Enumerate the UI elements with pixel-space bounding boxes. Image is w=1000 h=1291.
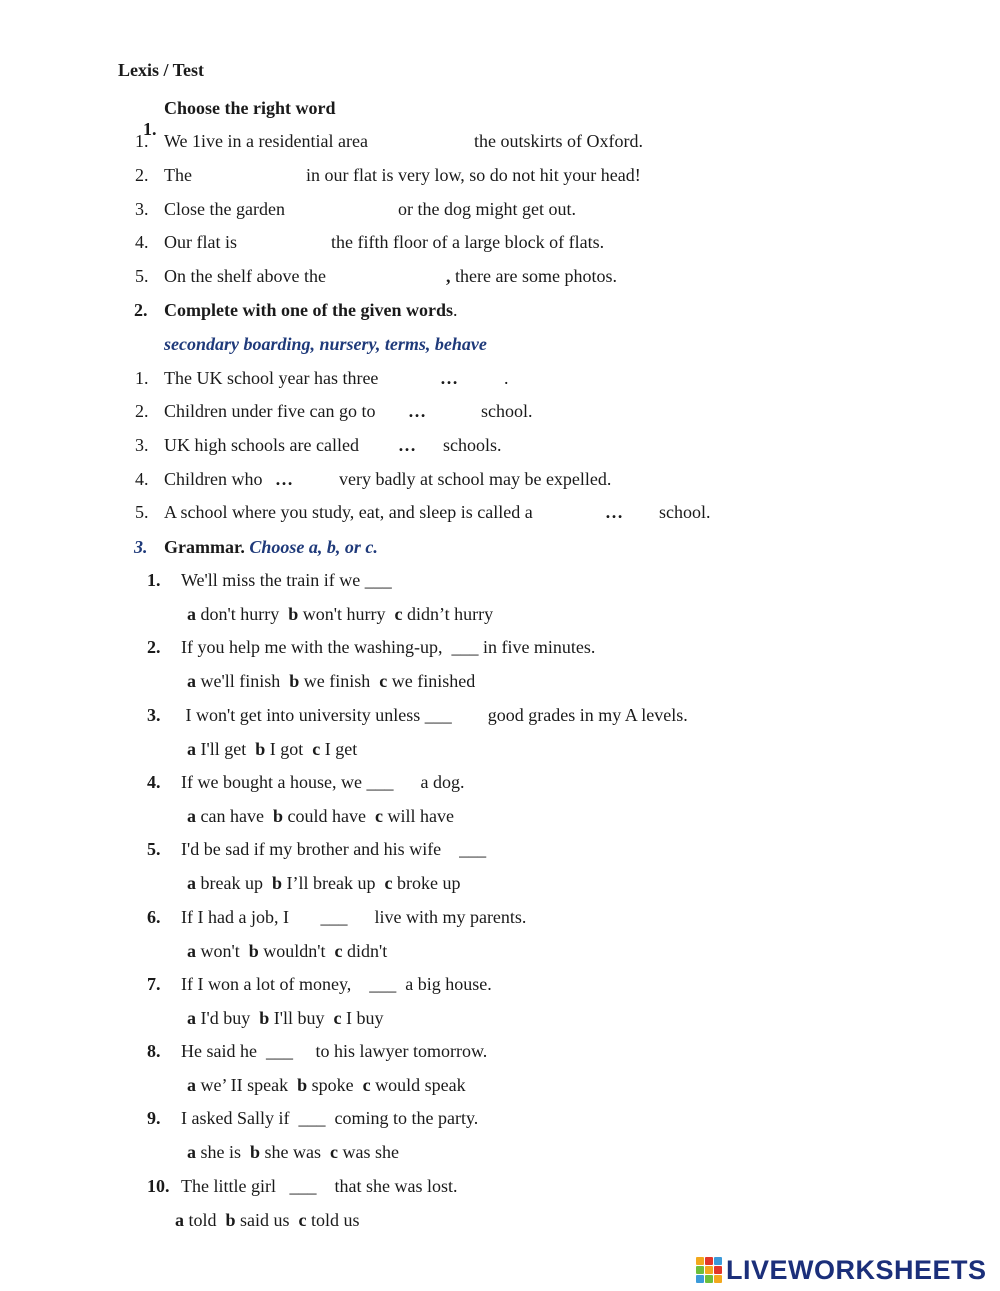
s2-item-2-number: 2. bbox=[135, 401, 149, 421]
s2-item-5-text-a: A school where you study, eat, and sleep is called a bbox=[164, 502, 533, 522]
grammar-question-1-text: We'll miss the train if we ___ bbox=[181, 570, 392, 590]
option-a[interactable] bbox=[187, 671, 280, 691]
s1-item-4-text-b: the fifth floor of a large block of flats. bbox=[331, 232, 605, 252]
option-letter: a bbox=[187, 941, 196, 961]
grammar-question-10-text: The little girl ___ that she was lost. bbox=[181, 1176, 458, 1196]
s1-item-5-text-a: On the shelf above the bbox=[164, 266, 326, 286]
s2-item-3-text-a: UK high schools are called bbox=[164, 435, 359, 455]
s1-item-5-text-b: , there are some photos. bbox=[446, 266, 617, 286]
option-text: I buy bbox=[346, 1008, 384, 1028]
option-c[interactable] bbox=[394, 604, 493, 624]
option-c[interactable] bbox=[384, 873, 460, 893]
grammar-question-6-number: 6. bbox=[147, 907, 161, 927]
option-letter: c bbox=[379, 671, 388, 691]
option-a[interactable] bbox=[187, 873, 263, 893]
option-text: would speak bbox=[375, 1075, 466, 1095]
option-text: I get bbox=[324, 739, 358, 759]
page-title: Lexis / Test bbox=[118, 60, 205, 80]
option-a[interactable] bbox=[187, 941, 240, 961]
option-c[interactable] bbox=[299, 1210, 360, 1230]
grammar-question-10-options bbox=[175, 1210, 360, 1231]
s2-item-4-number: 4. bbox=[135, 469, 149, 489]
option-b[interactable] bbox=[226, 1210, 290, 1230]
option-letter: b bbox=[272, 806, 283, 826]
option-b[interactable] bbox=[249, 941, 326, 961]
option-c[interactable] bbox=[375, 806, 454, 826]
section-2-title: Complete with one of the given words. bbox=[164, 300, 458, 320]
section-3-title: Grammar. Choose a, b, or c. bbox=[164, 537, 378, 557]
s1-item-4-number: 4. bbox=[135, 232, 149, 252]
s2-item-1-text-b: . bbox=[504, 368, 509, 388]
s2-item-2-text-a: Children under five can go to bbox=[164, 401, 376, 421]
grammar-question-8-number: 8. bbox=[147, 1041, 161, 1061]
s2-item-4-text-a: Children who bbox=[164, 469, 263, 489]
option-text: I'd buy bbox=[200, 1008, 251, 1028]
section-2-heading: 2. bbox=[134, 300, 148, 320]
grammar-question-3-text: I won't get into university unless ___ good grades in my A levels. bbox=[181, 705, 688, 725]
grammar-question-3-number: 3. bbox=[147, 705, 161, 725]
option-letter: c bbox=[334, 941, 343, 961]
s2-item-2-answer-blank[interactable]: … bbox=[408, 401, 426, 421]
option-b[interactable] bbox=[250, 1142, 321, 1162]
option-b[interactable] bbox=[259, 1008, 324, 1028]
option-letter: b bbox=[250, 1142, 261, 1162]
option-b[interactable] bbox=[273, 806, 366, 826]
grammar-question-6-text: If I had a job, I ___ live with my parents. bbox=[181, 907, 527, 927]
grammar-question-1-options bbox=[187, 604, 493, 625]
grammar-question-1-number: 1. bbox=[147, 570, 161, 590]
option-a[interactable] bbox=[175, 1210, 217, 1230]
word-bank: secondary boarding, nursery, terms, behave bbox=[164, 334, 487, 354]
option-letter: b bbox=[288, 604, 299, 624]
grammar-question-4-number: 4. bbox=[147, 772, 161, 792]
option-a[interactable] bbox=[187, 604, 279, 624]
option-text: I'll buy bbox=[273, 1008, 325, 1028]
option-letter: c bbox=[333, 1008, 342, 1028]
grammar-question-7-text: If I won a lot of money, ___ a big house. bbox=[181, 974, 492, 994]
option-text: was she bbox=[342, 1142, 400, 1162]
option-a[interactable] bbox=[187, 806, 264, 826]
option-text: wouldn't bbox=[263, 941, 326, 961]
option-letter: a bbox=[187, 1142, 196, 1162]
section-1-title: Choose the right word bbox=[164, 98, 336, 118]
s2-item-3-text-b: schools. bbox=[443, 435, 502, 455]
s1-item-1-text-b: the outskirts of Oxford. bbox=[474, 131, 643, 151]
option-letter: b bbox=[259, 1008, 270, 1028]
option-letter: c bbox=[298, 1210, 307, 1230]
s2-item-3-answer-blank[interactable]: … bbox=[398, 435, 416, 455]
grammar-question-8-options bbox=[187, 1075, 466, 1096]
s1-item-3-number: 3. bbox=[135, 199, 149, 219]
option-text: can have bbox=[200, 806, 264, 826]
option-a[interactable] bbox=[187, 1142, 241, 1162]
s1-item-2-text-b: in our flat is very low, so do not hit your head! bbox=[306, 165, 641, 185]
s1-item-1-number: 1. bbox=[135, 131, 149, 151]
s1-item-1-text-a: We 1ive in a residential area bbox=[164, 131, 368, 151]
option-text: we’ II speak bbox=[200, 1075, 289, 1095]
option-letter: b bbox=[297, 1075, 308, 1095]
option-letter: a bbox=[187, 671, 196, 691]
option-text: I’ll break up bbox=[286, 873, 376, 893]
option-text: didn’t hurry bbox=[406, 604, 494, 624]
s1-item-3-text-b: or the dog might get out. bbox=[398, 199, 576, 219]
option-text: told us bbox=[311, 1210, 360, 1230]
s1-item-2-text-a: The bbox=[164, 165, 192, 185]
grammar-question-2-number: 2. bbox=[147, 637, 161, 657]
option-letter: b bbox=[225, 1210, 236, 1230]
option-letter: c bbox=[374, 806, 383, 826]
option-c[interactable] bbox=[334, 1008, 384, 1028]
option-c[interactable] bbox=[379, 671, 475, 691]
option-letter: c bbox=[312, 739, 321, 759]
option-text: won't bbox=[200, 941, 240, 961]
option-letter: a bbox=[187, 1008, 196, 1028]
option-b[interactable] bbox=[289, 671, 370, 691]
option-c[interactable] bbox=[335, 941, 388, 961]
s2-item-2-text-b: school. bbox=[481, 401, 533, 421]
s2-item-4-text-b: very badly at school may be expelled. bbox=[339, 469, 612, 489]
grammar-question-2-options bbox=[187, 671, 475, 692]
grammar-question-7-number: 7. bbox=[147, 974, 161, 994]
grammar-question-10-number: 10. bbox=[147, 1176, 170, 1196]
option-letter: a bbox=[175, 1210, 184, 1230]
option-letter: a bbox=[187, 806, 196, 826]
option-letter: b bbox=[248, 941, 259, 961]
s2-item-5-number: 5. bbox=[135, 502, 149, 522]
grammar-question-6-options bbox=[187, 941, 387, 962]
option-a[interactable] bbox=[187, 1008, 250, 1028]
option-text: we'll finish bbox=[200, 671, 281, 691]
s1-item-5-number: 5. bbox=[135, 266, 149, 286]
option-b[interactable] bbox=[255, 739, 303, 759]
section-3-heading: 3. bbox=[134, 537, 148, 557]
s1-item-2-number: 2. bbox=[135, 165, 149, 185]
section-1-heading: 1. bbox=[143, 119, 157, 139]
option-text: she is bbox=[200, 1142, 241, 1162]
option-letter: b bbox=[271, 873, 282, 893]
grammar-question-4-options bbox=[187, 806, 454, 827]
option-b[interactable] bbox=[297, 1075, 354, 1095]
option-c[interactable] bbox=[363, 1075, 466, 1095]
logo-text: LIVEWORKSHEETS bbox=[726, 1254, 987, 1285]
option-letter: a bbox=[187, 873, 196, 893]
option-letter: a bbox=[187, 739, 196, 759]
option-letter: c bbox=[384, 873, 393, 893]
option-letter: b bbox=[289, 671, 300, 691]
option-text: break up bbox=[200, 873, 263, 893]
option-text: I got bbox=[269, 739, 304, 759]
option-text: won't hurry bbox=[302, 604, 386, 624]
s2-item-4-answer-blank[interactable]: … bbox=[275, 469, 293, 489]
s2-item-3-number: 3. bbox=[135, 435, 149, 455]
logo-grid-icon bbox=[696, 1257, 722, 1283]
grammar-question-8-text: He said he ___ to his lawyer tomorrow. bbox=[181, 1041, 488, 1061]
option-text: could have bbox=[287, 806, 366, 826]
option-text: I'll get bbox=[200, 739, 247, 759]
option-text: she was bbox=[264, 1142, 322, 1162]
option-b[interactable] bbox=[272, 873, 375, 893]
s1-item-4-text-a: Our flat is bbox=[164, 232, 237, 252]
option-text: don't hurry bbox=[200, 604, 280, 624]
grammar-question-9-number: 9. bbox=[147, 1108, 161, 1128]
grammar-question-9-options bbox=[187, 1142, 399, 1163]
grammar-question-5-options bbox=[187, 873, 460, 894]
grammar-question-3-options bbox=[187, 739, 357, 760]
s2-item-5-answer-blank[interactable]: … bbox=[605, 502, 623, 522]
grammar-question-2-text: If you help me with the washing-up, ___ in five minutes. bbox=[181, 637, 596, 657]
option-c[interactable] bbox=[330, 1142, 399, 1162]
option-text: broke up bbox=[396, 873, 461, 893]
s2-item-1-answer-blank[interactable]: … bbox=[440, 368, 458, 388]
option-text: spoke bbox=[311, 1075, 354, 1095]
option-letter: c bbox=[394, 604, 403, 624]
grammar-question-5-number: 5. bbox=[147, 839, 161, 859]
option-text: didn't bbox=[347, 941, 388, 961]
grammar-question-5-text: I'd be sad if my brother and his wife ___ bbox=[181, 839, 487, 859]
option-letter: a bbox=[187, 1075, 196, 1095]
grammar-question-9-text: I asked Sally if ___ coming to the party. bbox=[181, 1108, 479, 1128]
s2-item-1-number: 1. bbox=[135, 368, 149, 388]
option-a[interactable] bbox=[187, 1075, 288, 1095]
option-text: told bbox=[188, 1210, 217, 1230]
option-text: said us bbox=[240, 1210, 290, 1230]
option-letter: b bbox=[255, 739, 266, 759]
option-c[interactable] bbox=[312, 739, 357, 759]
liveworksheets-logo bbox=[696, 1255, 987, 1285]
s2-item-5-text-b: school. bbox=[659, 502, 711, 522]
option-text: will have bbox=[387, 806, 454, 826]
option-a[interactable] bbox=[187, 739, 246, 759]
s1-item-3-text-a: Close the garden bbox=[164, 199, 285, 219]
option-letter: c bbox=[362, 1075, 371, 1095]
option-letter: a bbox=[187, 604, 196, 624]
grammar-question-7-options bbox=[187, 1008, 384, 1029]
s2-item-1-text-a: The UK school year has three bbox=[164, 368, 379, 388]
option-letter: c bbox=[330, 1142, 339, 1162]
option-b[interactable] bbox=[288, 604, 385, 624]
grammar-question-4-text: If we bought a house, we ___ a dog. bbox=[181, 772, 465, 792]
option-text: we finished bbox=[391, 671, 476, 691]
option-text: we finish bbox=[303, 671, 371, 691]
